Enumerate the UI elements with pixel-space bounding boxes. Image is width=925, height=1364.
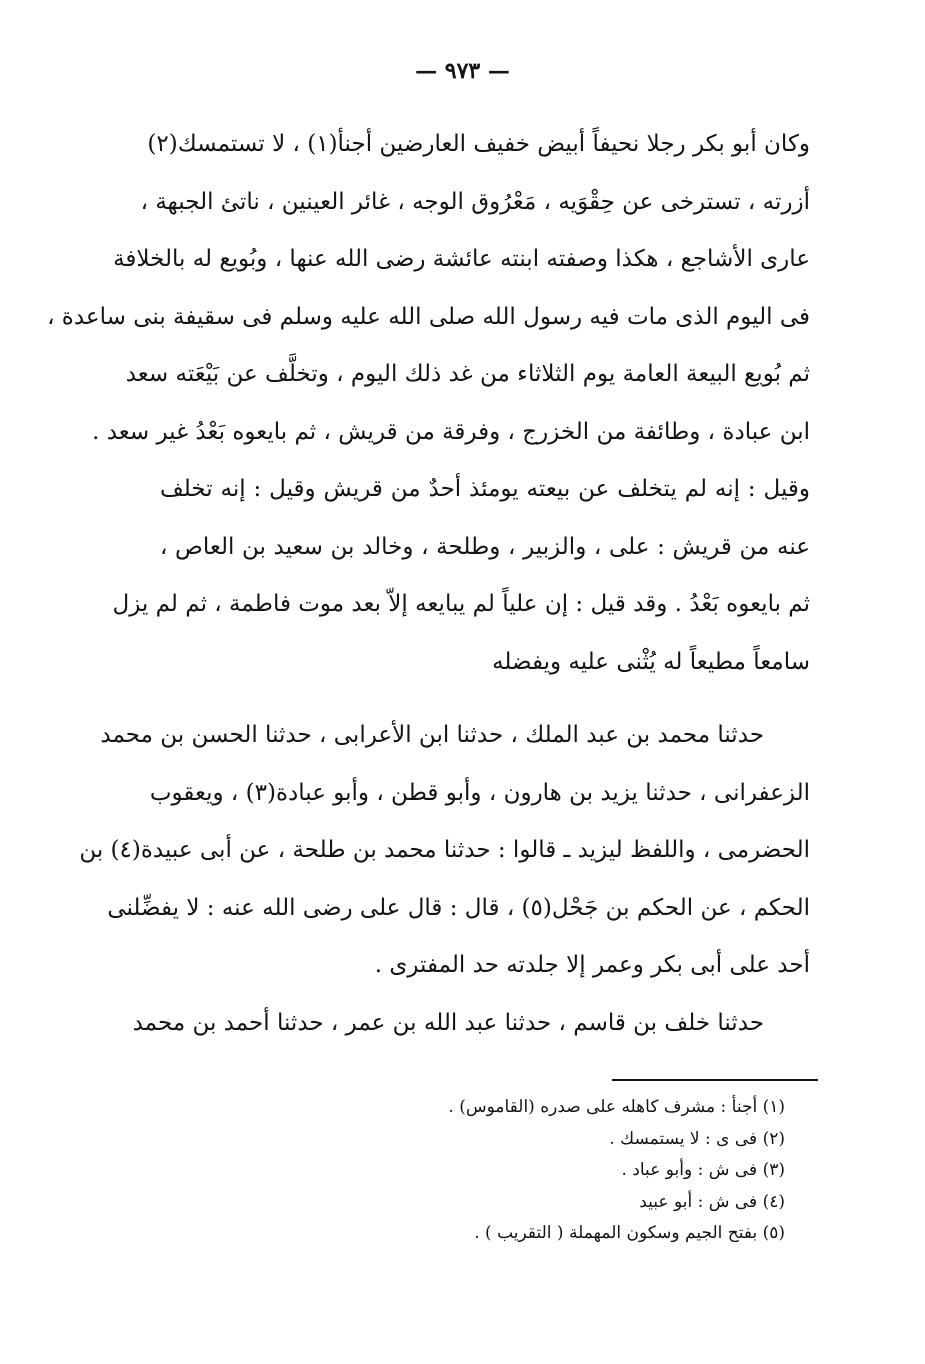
footnote-divider <box>612 1079 818 1081</box>
text-line: فى اليوم الذى مات فيه رسول الله صلى الله عليه وسلم فى سقيفة بنى ساعدة ، <box>47 303 810 330</box>
paragraph-3 <box>132 995 810 1053</box>
text-line: عنه من قريش : على ، والزبير ، وطلحة ، وخالد بن سعيد بن العاص ، <box>160 533 810 560</box>
footnote-5: (٥) بفتح الجيم وسكون المهملة ( التقريب ) . <box>474 1223 785 1243</box>
page-number: — ٩٧٣ — <box>415 58 510 84</box>
text-line: سامعاً مطيعاً له يُثْنى عليه ويفضله <box>492 648 810 675</box>
main-text <box>47 116 810 1052</box>
text-line: ثم بايعوه بَعْدُ . وقد قيل : إن علياً لم يبايعه إلاّ بعد موت فاطمة ، ثم لم يزل <box>112 591 810 617</box>
text-line: أحد على أبى بكر وعمر إلا جلدته حد المفترى . <box>374 952 810 978</box>
footnote-3: (٣) فى ش : وأبو عباد . <box>621 1160 785 1180</box>
footnotes <box>300 1092 785 1250</box>
footnote-4: (٤) فى ش : أبو عبيد <box>639 1191 785 1212</box>
text-line: وكان أبو بكر رجلا نحيفاً أبيض خفيف العارضين أجنأ(١) ، لا تستمسك(٢) <box>147 131 810 157</box>
text-line: وقيل : إنه لم يتخلف عن بيعته يومئذ أحدٌ من قريش وقيل : إنه تخلف <box>160 476 810 502</box>
paragraph-1 <box>47 116 810 691</box>
text-line: أزرته ، تسترخى عن حِقْوَيه ، مَعْرُوق الوجه ، غائر العينين ، ناتئ الجبهة ، <box>140 188 810 215</box>
text-line: ثم بُويع البيعة العامة يوم الثلاثاء من غد ذلك اليوم ، وتخلَّف عن بَيْعَته سعد <box>125 361 810 387</box>
text-line: الحكم ، عن الحكم بن جَحْل(٥) ، قال : قال على رضى الله عنه : لا يفضِّلنى <box>107 894 810 921</box>
text-line: الحضرمى ، واللفظ ليزيد ـ قالوا : حدثنا محمد بن طلحة ، عن أبى عبيدة(٤) بن <box>79 837 810 863</box>
text-line: حدثنا محمد بن عبد الملك ، حدثنا ابن الأعرابى ، حدثنا الحسن بن محمد <box>100 722 764 748</box>
text-line: حدثنا خلف بن قاسم ، حدثنا عبد الله بن عمر ، حدثنا أحمد بن محمد <box>132 1009 764 1036</box>
footnote-1: (١) أجنأ : مشرف كاهله على صدره (القاموس) . <box>448 1097 785 1117</box>
footnote-2: (٢) فى ى : لا يستمسك . <box>609 1128 785 1149</box>
text-line: الزعفرانى ، حدثنا يزيد بن هارون ، وأبو قطن ، وأبو عبادة(٣) ، ويعقوب <box>149 779 810 806</box>
paragraph-2 <box>79 707 810 995</box>
text-line: عارى الأشاجع ، هكذا وصفته ابنته عائشة رضى الله عنها ، وبُويع له بالخلافة <box>113 246 810 272</box>
text-line: ابن عبادة ، وطائفة من الخزرج ، وفرقة من قريش ، ثم بايعوه بَعْدُ غير سعد . <box>92 418 810 445</box>
